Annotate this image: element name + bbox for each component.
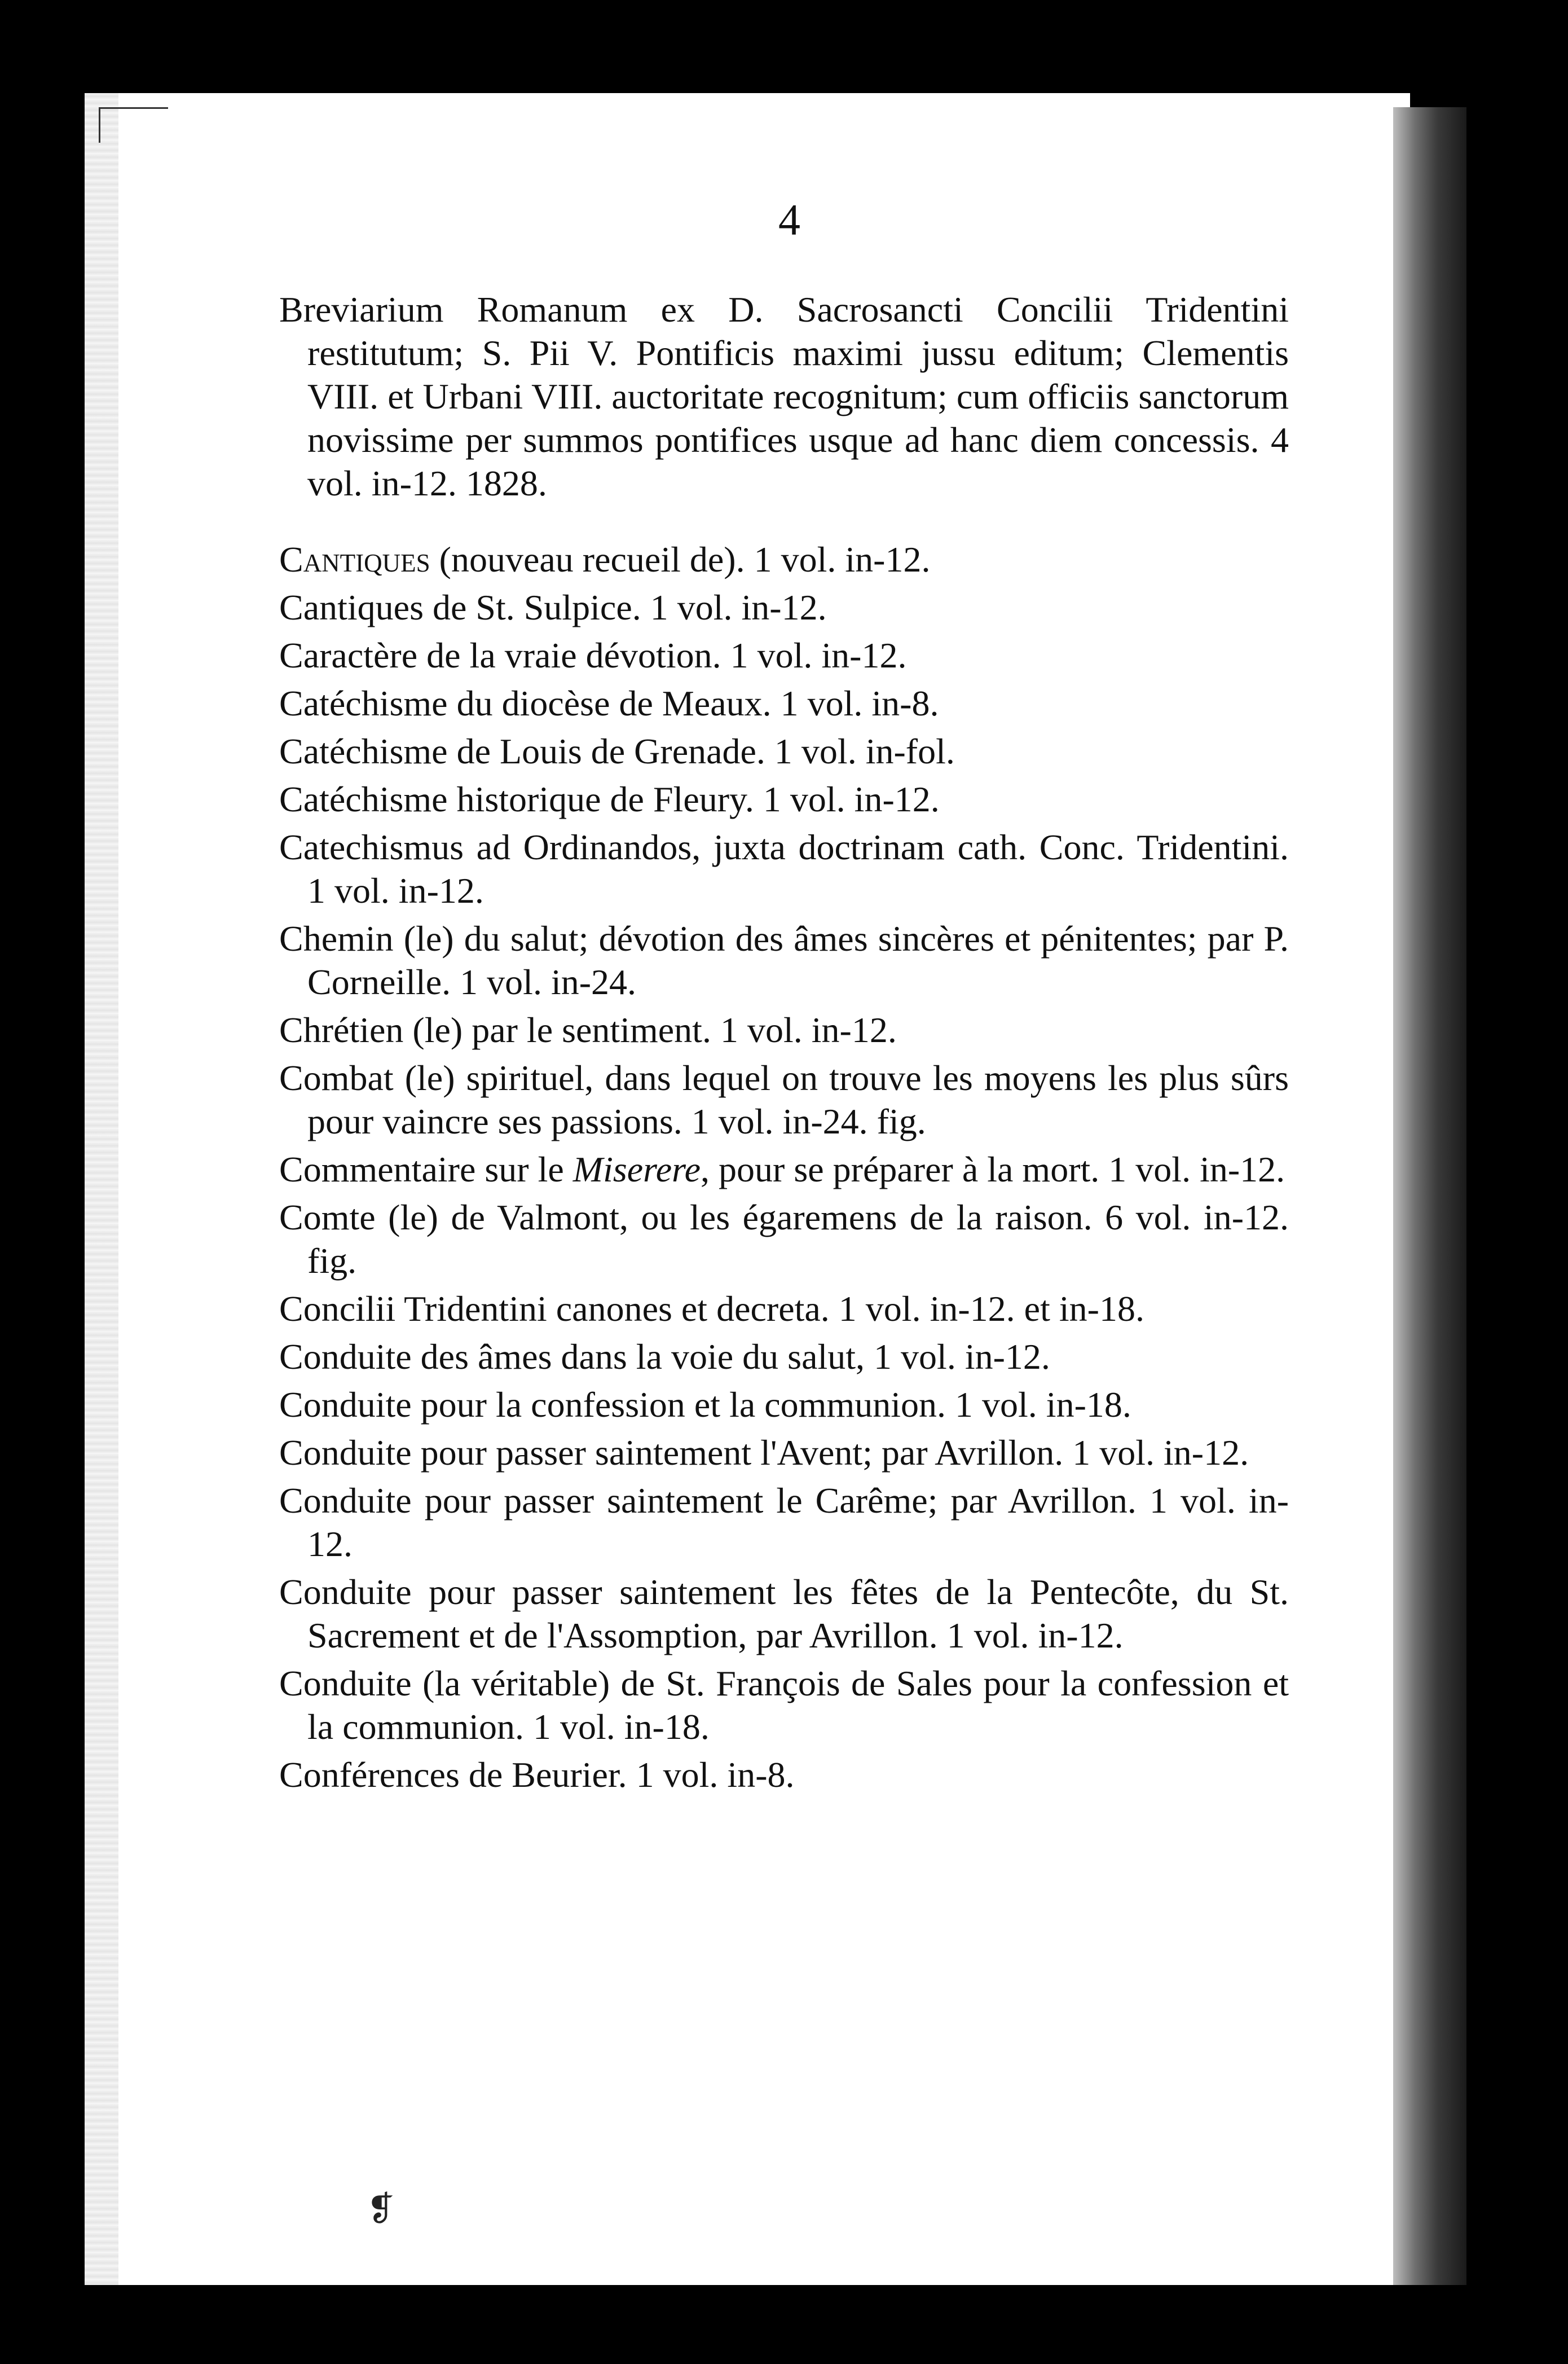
catalog-entry: Catéchisme du diocèse de Meaux. 1 vol. in-8. [279, 683, 939, 723]
catalog-entry: Conduite pour la confession et la communion. 1 vol. in-18. [279, 1385, 1131, 1425]
catalog-entry: Catechismus ad Ordinandos, juxta doctrinam cath. Conc. Tridentini. 1 vol. in-12. [279, 827, 1289, 911]
catalog-entry: Conduite pour passer saintement les fêtes de la Pentecôte, du St. Sacrement et de l'Assomption, par Avrillon. 1 vol. in-12. [279, 1572, 1289, 1655]
catalog-entry: Cantiques (nouveau recueil de). 1 vol. in-12. [279, 539, 931, 579]
catalog-entry: Conduite (la véritable) de St. François de Sales pour la confession et la communion. 1 vol. in-18. [279, 1663, 1289, 1747]
entry-lead: Cantiques [279, 539, 430, 579]
page-number: 4 [778, 195, 800, 244]
catalog-entry: Commentaire sur le Miserere, pour se préparer à la mort. 1 vol. in-12. [279, 1149, 1285, 1189]
catalog-entry: Conduite des âmes dans la voie du salut, 1 vol. in-12. [279, 1337, 1050, 1377]
catalog-list [279, 288, 1289, 1801]
entry-italic-title: Miserere [572, 1149, 701, 1189]
catalog-entry: Caractère de la vraie dévotion. 1 vol. in-12. [279, 635, 907, 675]
catalog-entry: Combat (le) spirituel, dans lequel on trouve les moyens les plus sûrs pour vaincre ses passions. 1 vol. in-24. fig. [279, 1058, 1289, 1141]
page-left-edge [85, 93, 118, 2285]
catalog-entry: Chrétien (le) par le sentiment. 1 vol. in-12. [279, 1010, 897, 1050]
catalog-entry: Concilii Tridentini canones et decreta. 1 vol. in-12. et in-18. [279, 1289, 1144, 1329]
catalog-entry: Conduite pour passer saintement l'Avent; par Avrillon. 1 vol. in-12. [279, 1433, 1249, 1473]
page-right-edge-shadow [1393, 107, 1466, 2285]
catalog-entry: Chemin (le) du salut; dévotion des âmes sincères et pénitentes; par P. Corneille. 1 vol. in-24. [279, 919, 1289, 1002]
catalog-entry: Cantiques de St. Sulpice. 1 vol. in-12. [279, 587, 827, 627]
catalog-entry: Breviarium Romanum ex D. Sacrosancti Concilii Tridentini restitutum; S. Pii V. Pontificis maximi jussu editum; Clementis VIII. et Urbani VIII. auctoritate recognitum; cum officiis sanctorum novissime per summos pontifices usque ad hanc diem concessis. 4 vol. in-12. 1828. [279, 289, 1289, 503]
catalog-entry: Conduite pour passer saintement le Carême; par Avrillon. 1 vol. in-12. [279, 1480, 1289, 1564]
catalog-entry: Comte (le) de Valmont, ou les égaremens de la raison. 6 vol. in-12. fig. [279, 1197, 1289, 1281]
catalog-entry: Catéchisme de Louis de Grenade. 1 vol. in-fol. [279, 731, 955, 771]
catalog-entry: Catéchisme historique de Fleury. 1 vol. in-12. [279, 779, 940, 819]
catalog-entry: Conférences de Beurier. 1 vol. in-8. [279, 1755, 795, 1795]
printer-ornament-icon: ❡ [367, 2190, 395, 2227]
corner-mark [99, 107, 168, 143]
